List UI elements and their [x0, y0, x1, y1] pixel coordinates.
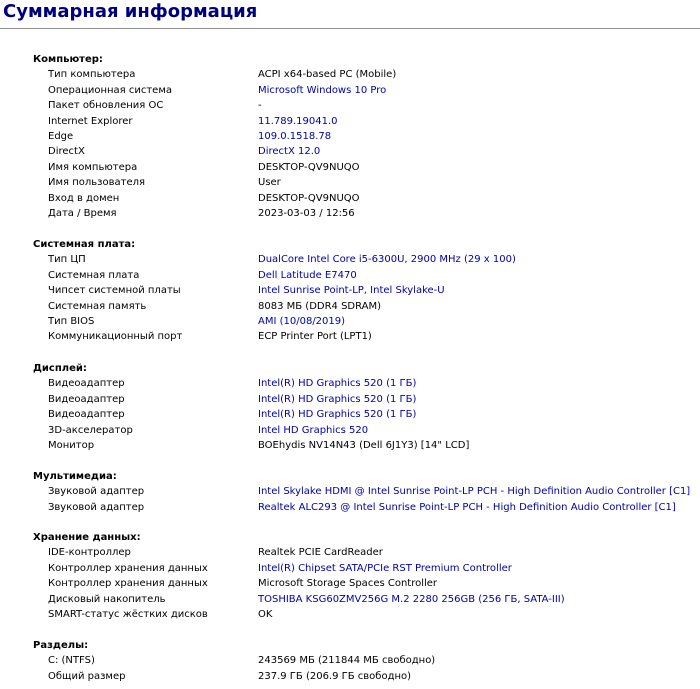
section-0 [0, 52, 700, 221]
field-value: OK [258, 609, 273, 620]
field-label: Видеоадаптер [48, 378, 125, 390]
field-label: Видеоадаптер [48, 409, 125, 421]
section-5 [0, 638, 700, 684]
field-value-link[interactable]: Realtek ALC293 @ Intel Sunrise Point-LP PCH - High Definition Audio Controller [C1] [258, 501, 676, 513]
section-title: Хранение данных: [33, 532, 141, 543]
section-title: Компьютер: [33, 54, 103, 65]
section-title: Дисплей: [33, 363, 87, 374]
field-value-link[interactable]: DualCore Intel Core i5-6300U, 2900 MHz (29 x 100) [258, 254, 516, 266]
field-value: 8083 МБ (DDR4 SDRAM) [258, 300, 382, 312]
field-value: BOEhydis NV14N43 (Dell 6J1Y3) [14" LCD] [258, 440, 470, 451]
info-row [0, 669, 700, 684]
info-row [0, 252, 700, 267]
info-row [0, 129, 700, 144]
field-value-link[interactable]: Dell Latitude E7470 [258, 269, 357, 281]
info-row [0, 500, 700, 515]
info-row [0, 607, 700, 622]
info-row [0, 407, 700, 422]
field-label: Звуковой адаптер [48, 501, 145, 513]
info-row [0, 484, 700, 499]
field-value: - [258, 100, 262, 112]
info-row [0, 299, 700, 314]
field-label: Имя пользователя [48, 177, 146, 189]
section-title: Мультимедиа: [33, 471, 117, 482]
info-row [0, 438, 700, 453]
field-value-link[interactable]: AMI (10/08/2019) [258, 316, 346, 327]
info-row [0, 653, 700, 668]
field-label: Тип ЦП [48, 254, 86, 266]
info-row [0, 376, 700, 391]
field-label: Пакет обновления ОС [48, 100, 164, 112]
info-row [0, 114, 700, 129]
field-value: ACPI x64-based PC (Mobile) [258, 69, 397, 81]
info-row [0, 592, 700, 607]
info-row [0, 283, 700, 298]
info-row [0, 329, 700, 344]
section-title: Системная плата: [33, 239, 136, 250]
field-label: Видеоадаптер [48, 393, 125, 405]
info-row [0, 392, 700, 407]
field-value: DESKTOP-QV9NUQO [258, 192, 360, 204]
info-row [0, 175, 700, 190]
field-label: Системная плата [48, 269, 140, 281]
field-label: Операционная система [48, 84, 173, 96]
info-row [0, 314, 700, 329]
field-value: User [258, 177, 281, 189]
field-value-link[interactable]: 109.0.1518.78 [258, 131, 332, 142]
section-1 [0, 237, 700, 345]
field-label: Монитор [48, 440, 95, 451]
field-label: 3D-акселератор [48, 424, 133, 436]
field-value: Realtek PCIE CardReader [258, 547, 383, 559]
field-label: Тип компьютера [48, 69, 136, 81]
info-row [0, 561, 700, 576]
field-label: Тип BIOS [48, 316, 95, 327]
info-row [0, 144, 700, 159]
field-value-link[interactable]: Intel HD Graphics 520 [258, 424, 369, 436]
page-title: Суммарная информация [3, 1, 258, 22]
field-label: Звуковой адаптер [48, 486, 145, 498]
section-4 [0, 530, 700, 622]
info-row [0, 67, 700, 82]
field-label: IDE-контроллер [48, 547, 131, 559]
field-value-link[interactable]: Intel Skylake HDMI @ Intel Sunrise Point-LP PCH - High Definition Audio Controller [C1] [258, 486, 691, 498]
info-row [0, 545, 700, 560]
info-row [0, 98, 700, 113]
section-3 [0, 469, 700, 515]
info-row [0, 423, 700, 438]
info-row [0, 206, 700, 221]
field-label: Вход в домен [48, 192, 120, 204]
field-label: SMART-статус жёстких дисков [48, 609, 208, 620]
field-value-link[interactable]: Intel(R) HD Graphics 520 (1 ГБ) [258, 378, 417, 390]
info-row [0, 268, 700, 283]
field-label: Чипсет системной платы [48, 285, 181, 297]
field-value-link[interactable]: 11.789.19041.0 [258, 115, 338, 127]
field-label: Системная память [48, 300, 147, 312]
section-title: Разделы: [33, 640, 89, 651]
field-label: DirectX [48, 146, 85, 158]
info-row [0, 160, 700, 175]
field-label: Дата / Время [48, 208, 117, 219]
field-label: C: (NTFS) [48, 655, 95, 667]
field-label: Дисковый накопитель [48, 593, 166, 605]
field-label: Общий размер [48, 670, 126, 682]
field-value-link[interactable]: TOSHIBA KSG60ZMV256G M.2 2280 256GB (256 ГБ, SATA-III) [258, 593, 565, 605]
field-value: Microsoft Storage Spaces Controller [258, 578, 438, 590]
field-label: Имя компьютера [48, 161, 138, 173]
field-value-link[interactable]: Intel(R) HD Graphics 520 (1 ГБ) [258, 393, 417, 405]
field-value-link[interactable]: Microsoft Windows 10 Pro [258, 84, 387, 96]
field-value: ECP Printer Port (LPT1) [258, 331, 372, 343]
field-value: 2023-03-03 / 12:56 [258, 208, 355, 219]
field-label: Контроллер хранения данных [48, 562, 208, 574]
field-label: Internet Explorer [48, 115, 133, 127]
field-label: Коммуникационный порт [48, 331, 183, 343]
field-value: DESKTOP-QV9NUQO [258, 161, 360, 173]
info-row [0, 191, 700, 206]
field-value-link[interactable]: Intel(R) Chipset SATA/PCIe RST Premium Controller [258, 562, 512, 574]
field-value-link[interactable]: Intel(R) HD Graphics 520 (1 ГБ) [258, 409, 417, 421]
field-label: Edge [48, 131, 74, 142]
section-2 [0, 361, 700, 453]
info-row [0, 83, 700, 98]
field-value-link[interactable]: Intel Sunrise Point-LP, Intel Skylake-U [258, 285, 445, 297]
info-row [0, 576, 700, 591]
field-value-link[interactable]: DirectX 12.0 [258, 146, 321, 158]
field-value: 237.9 ГБ (206.9 ГБ свободно) [258, 670, 412, 682]
field-label: Контроллер хранения данных [48, 578, 208, 590]
field-value: 243569 МБ (211844 МБ свободно) [258, 655, 436, 667]
